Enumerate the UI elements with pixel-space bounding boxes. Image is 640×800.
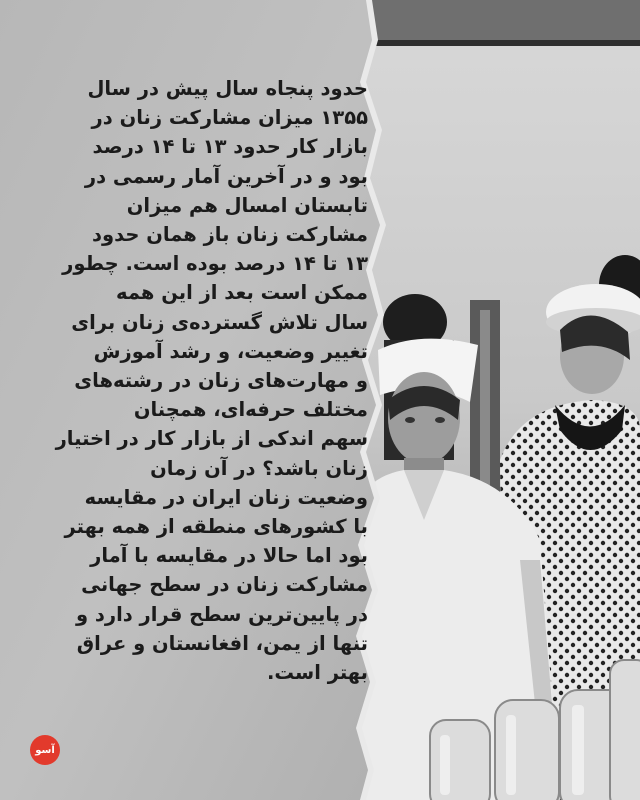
article-line: مشارکت زنان باز همان حدود — [92, 223, 368, 247]
article-text — [50, 74, 368, 687]
article-line: تغییر وضعیت، و رشد آموزش — [93, 339, 368, 363]
brand-logo-text: آسو — [35, 744, 55, 756]
article-line: مختلف حرفه‌ای، همچنان — [133, 398, 368, 422]
article-line: با کشورهای منطقه از همه بهتر — [64, 515, 368, 539]
article-line: ممکن است بعد از این همه — [116, 281, 368, 305]
article-line: بهتر است. — [267, 661, 368, 685]
article-line: حدود پنجاه سال پیش در سال — [87, 77, 368, 100]
article-line: بود اما حالا در مقایسه با آمار — [90, 544, 368, 568]
article-line: بازار کار حدود ۱۳ تا ۱۴ درصد — [92, 135, 368, 159]
article-line: سهم اندکی از بازار کار در اختیار — [55, 427, 368, 451]
article-line: بود و در آخرین آمار رسمی در — [84, 164, 368, 188]
article-line: وضعیت زنان ایران در مقایسه — [84, 485, 368, 509]
article-line: زنان باشد؟ در آن زمان — [150, 456, 368, 480]
brand-logo — [30, 735, 60, 765]
article-line: سال تلاش گسترده‌ی زنان برای — [71, 310, 368, 334]
article-line: تنها از یمن، افغانستان و عراق — [76, 631, 368, 655]
article-line: ۱۳۵۵ میزان مشارکت زنان در — [91, 106, 368, 130]
article-line: مشارکت زنان در سطح جهانی — [81, 573, 368, 597]
article-line: و مهارت‌های زنان در رشته‌های — [74, 369, 368, 393]
article-line: ۱۳ تا ۱۴ درصد بوده است. چطور — [62, 252, 368, 276]
article-line: در پایین‌ترین سطح قرار دارد و — [75, 602, 368, 626]
article-line: تابستان امسال هم میزان — [126, 193, 368, 217]
